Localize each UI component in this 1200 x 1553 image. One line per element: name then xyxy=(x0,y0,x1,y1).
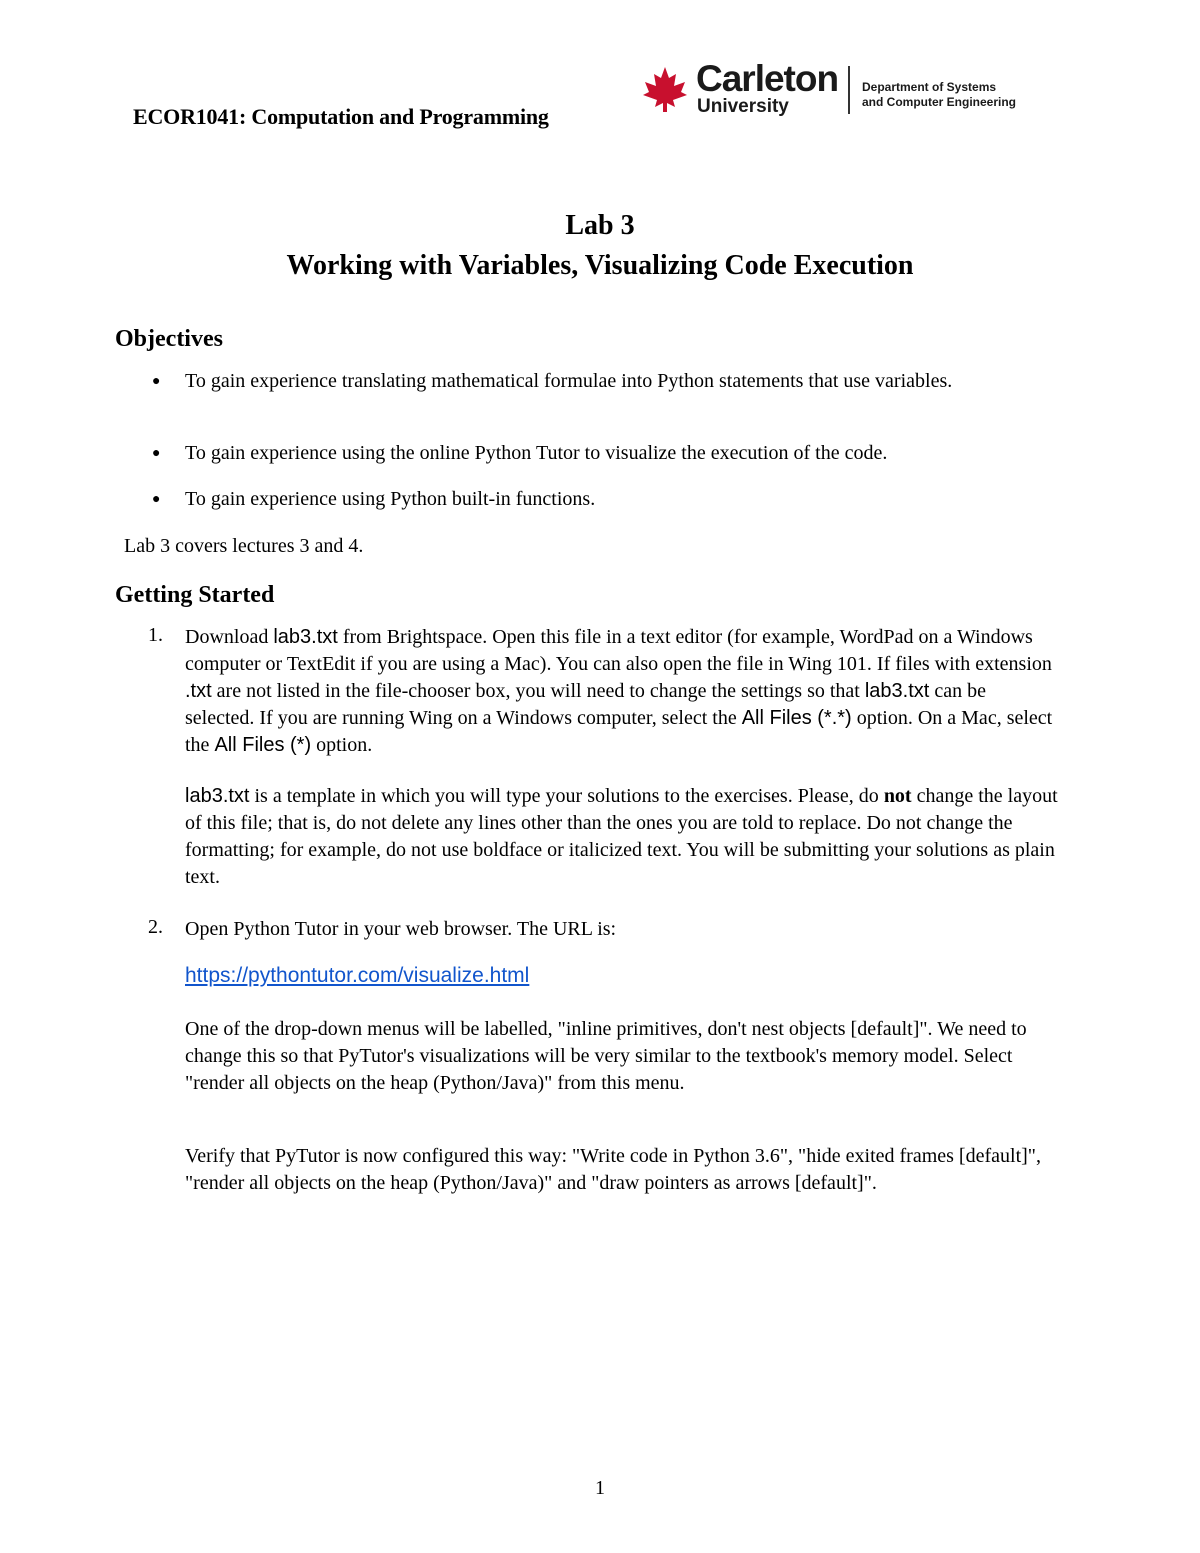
maple-leaf-icon xyxy=(640,64,690,114)
filename-code: lab3.txt xyxy=(864,680,930,702)
step1-text: Download xyxy=(185,626,274,648)
bullet-icon: ● xyxy=(152,492,161,507)
option-code: All Files (*) xyxy=(214,734,312,756)
step1-text: option. On a Mac, select the xyxy=(185,707,1053,756)
step-number: 2. xyxy=(148,916,163,938)
course-title: ECOR1041: Computation and Programming xyxy=(133,104,549,129)
logo-subtitle: University xyxy=(697,96,789,117)
lab-title: Lab 3 xyxy=(565,210,635,241)
bullet-icon: ● xyxy=(152,446,161,461)
emphasis-text: not xyxy=(883,785,912,807)
step2-verify-paragraph: Verify that PyTutor is now configured this way: "Write code in Python 3.6", "hide exited frames [default]", "render all objects on the heap (Python/Java)" and "draw pointers as arrows [default]". xyxy=(185,1145,1041,1194)
extension-code: .txt xyxy=(185,680,212,702)
objectives-heading: Objectives xyxy=(115,326,223,352)
step-number: 1. xyxy=(148,624,163,646)
objective-item: To gain experience using Python built-in functions. xyxy=(185,488,596,510)
option-code: All Files (*.*) xyxy=(741,707,852,729)
objective-item: To gain experience using the online Python Tutor to visualize the execution of the code. xyxy=(185,442,888,464)
logo-department-line2: and Computer Engineering xyxy=(862,95,1017,109)
objective-item: To gain experience translating mathematical formulae into Python statements that use variables. xyxy=(185,370,953,392)
step1-text: is a template in which you will type your solutions to the exercises. Please, do xyxy=(249,785,884,807)
step2-intro: Open Python Tutor in your web browser. The URL is: xyxy=(185,918,617,940)
page-number: 1 xyxy=(595,1477,605,1499)
step1-text: option. xyxy=(311,734,373,756)
lab-coverage-note: Lab 3 covers lectures 3 and 4. xyxy=(124,535,364,557)
python-tutor-link[interactable]: https://pythontutor.com/visualize.html xyxy=(185,964,530,987)
step1-text: change the layout of this file; that is, do not delete any lines other than the ones you are told to replace. Do not change the formatting; for example, do not use boldface or italicized text. You will be submitting your solutions as plain text. xyxy=(185,785,1058,888)
logo-department-line1: Department of Systems xyxy=(862,80,997,94)
filename-code: lab3.txt xyxy=(273,626,338,648)
logo-divider xyxy=(848,66,850,114)
step1-paragraph xyxy=(185,624,1060,759)
bullet-icon: ● xyxy=(152,374,161,389)
step2-dropdown-paragraph: One of the drop-down menus will be labelled, "inline primitives, don't nest objects [default]". We need to change this so that PyTutor's visualizations will be very similar to the textbook's memory model. Select "render all objects on the heap (Python/Java)" from this menu. xyxy=(185,1018,1027,1094)
filename-code: lab3.txt xyxy=(185,785,250,807)
step1-text: can be selected. If you are running Wing on a Windows computer, select the xyxy=(185,680,986,729)
step1-text: from Brightspace. Open this file in a text editor (for example, WordPad on a Windows computer or TextEdit if you are using a Mac). You can also open the file in Wing 101. If files with extension xyxy=(185,626,1052,675)
lab-subtitle: Working with Variables, Visualizing Code Execution xyxy=(286,250,914,281)
logo-wordmark: Carleton xyxy=(696,58,839,99)
getting-started-heading: Getting Started xyxy=(115,582,275,608)
step1-text: are not listed in the file-chooser box, you will need to change the settings so that xyxy=(211,680,865,702)
step1-template-paragraph xyxy=(185,783,1060,891)
